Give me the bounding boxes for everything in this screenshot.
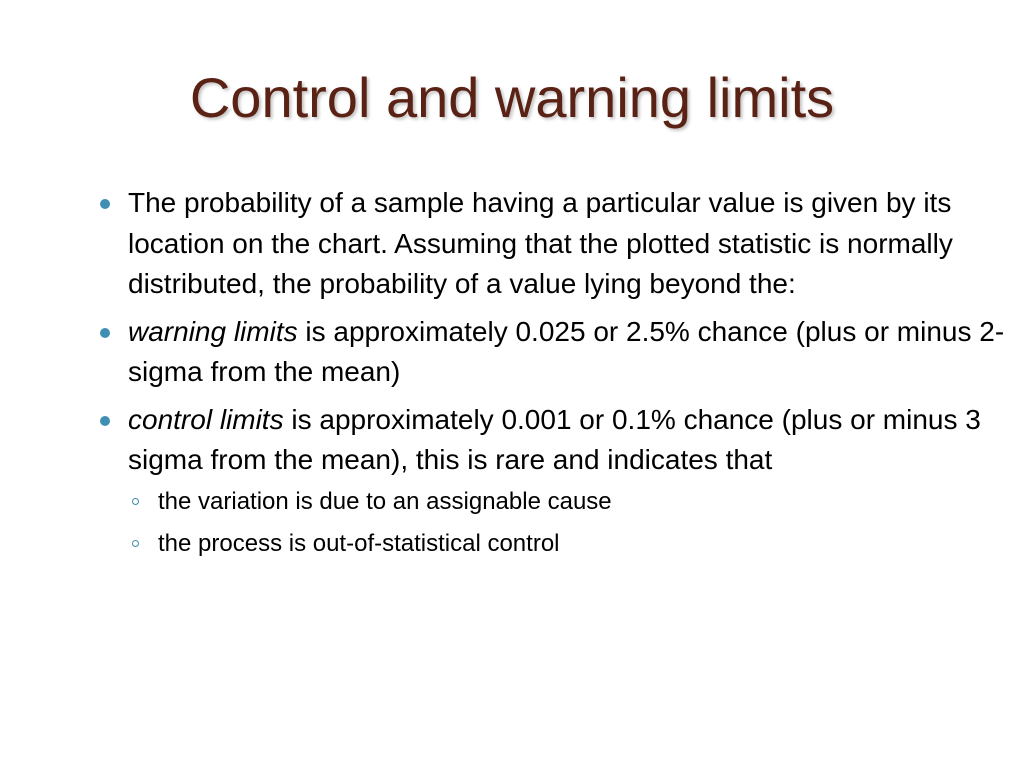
- bullet-dot-icon: [100, 328, 110, 338]
- sub-bullet-text: the variation is due to an assignable cause: [158, 487, 612, 515]
- bullet-item-control-limits: [96, 400, 1008, 561]
- bullet-list: [96, 183, 1008, 561]
- bullet-dot-icon: [100, 416, 110, 426]
- bullet-text: is approximately 0.025 or 2.5% chance (plus or minus 2-sigma from the mean): [128, 315, 1005, 387]
- bullet-ring-icon: [132, 498, 139, 505]
- sub-bullet-list: [128, 485, 1008, 561]
- bullet-ring-icon: [132, 540, 139, 547]
- slide-body: [96, 183, 1008, 569]
- sub-bullet-text: the process is out-of-statistical control: [158, 529, 560, 557]
- slide-title: Control and warning limits: [189, 66, 835, 129]
- bullet-text: is approximately 0.001 or 0.1% chance (plus or minus 3 sigma from the mean), this is rare and indicates that: [128, 403, 981, 475]
- bullet-text: The probability of a sample having a particular value is given by its location on the chart. Assuming that the plotted statistic is normally distributed, the probability of a value lying beyond the:: [128, 187, 953, 299]
- bullet-item-probability: [96, 183, 1008, 305]
- bullet-dot-icon: [100, 199, 110, 209]
- bullet-item-warning-limits: [96, 312, 1008, 393]
- sub-bullet-item-assignable-cause: [128, 485, 1008, 519]
- bullet-emphasis: warning limits: [128, 315, 298, 347]
- bullet-emphasis: control limits: [128, 403, 284, 435]
- sub-bullet-item-out-of-control: [128, 527, 1008, 561]
